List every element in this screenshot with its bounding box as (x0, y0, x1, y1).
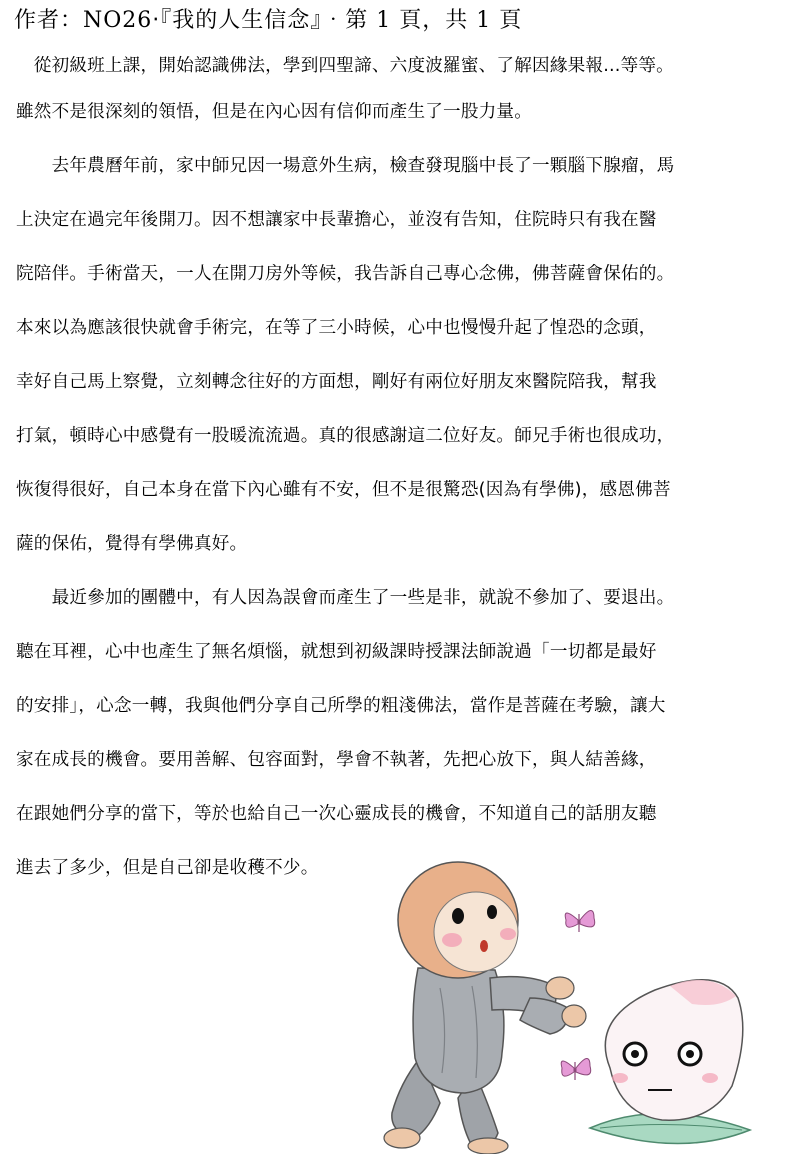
text-line: 進去了多少，但是自己卻是收穫不少。 (16, 858, 319, 878)
text-line: 雖然不是很深刻的領悟，但是在內心因有信仰而產生了一股力量。 (16, 102, 533, 122)
text-line: 打氣，頓時心中感覺有一股暖流流過。真的很感謝這二位好友。師兄手術也很成功， (16, 426, 675, 446)
text-line: 從初級班上課，開始認識佛法，學到四聖諦、六度波羅蜜、了解因緣果報...等等。 (16, 56, 674, 76)
monk-and-peach-icon (380, 858, 770, 1154)
text-line: 恢復得很好，自己本身在當下內心雖有不安，但不是很驚恐(因為有學佛)，感恩佛菩 (16, 480, 671, 500)
text-line: 聽在耳裡，心中也產生了無名煩惱，就想到初級課時授課法師說過「一切都是最好 (16, 642, 657, 662)
butterfly-icon (561, 1058, 591, 1080)
document-header: 作者：NO26‧『我的人生信念』‧第 1 頁，共 1 頁 (14, 8, 523, 33)
text-line: 院陪伴。手術當天，一人在開刀房外等候，我告訴自己專心念佛，佛菩薩會保佑的。 (16, 264, 675, 284)
text-line: 去年農曆年前，家中師兄因一場意外生病，檢查發現腦中長了一顆腦下腺瘤，馬 (16, 156, 675, 176)
text-line: 家在成長的機會。要用善解、包容面對，學會不執著，先把心放下，與人結善緣， (16, 750, 657, 770)
text-line: 幸好自己馬上察覺，立刻轉念往好的方面想，剛好有兩位好朋友來醫院陪我，幫我 (16, 372, 657, 392)
text-line: 薩的保佑，覺得有學佛真好。 (16, 534, 248, 554)
butterfly-icon (565, 910, 595, 932)
text-line: 上決定在過完年後開刀。因不想讓家中長輩擔心，並沒有告知，住院時只有我在醫 (16, 210, 657, 230)
monk-robe (413, 968, 586, 1093)
document-body (16, 50, 788, 906)
text-line: 最近參加的團體中，有人因為誤會而產生了一些是非，就說不參加了、要退出。 (16, 588, 675, 608)
text-line: 本來以為應該很快就會手術完，在等了三小時候，心中也慢慢升起了惶恐的念頭， (16, 318, 657, 338)
text-line: 的安排」，心念一轉，我與他們分享自己所學的粗淺佛法，當作是菩薩在考驗，讓大 (16, 696, 666, 716)
peach-character (605, 980, 743, 1121)
text-line: 在跟她們分享的當下，等於也給自己一次心靈成長的機會，不知道自己的話朋友聽 (16, 804, 657, 824)
monk-head (398, 862, 518, 978)
